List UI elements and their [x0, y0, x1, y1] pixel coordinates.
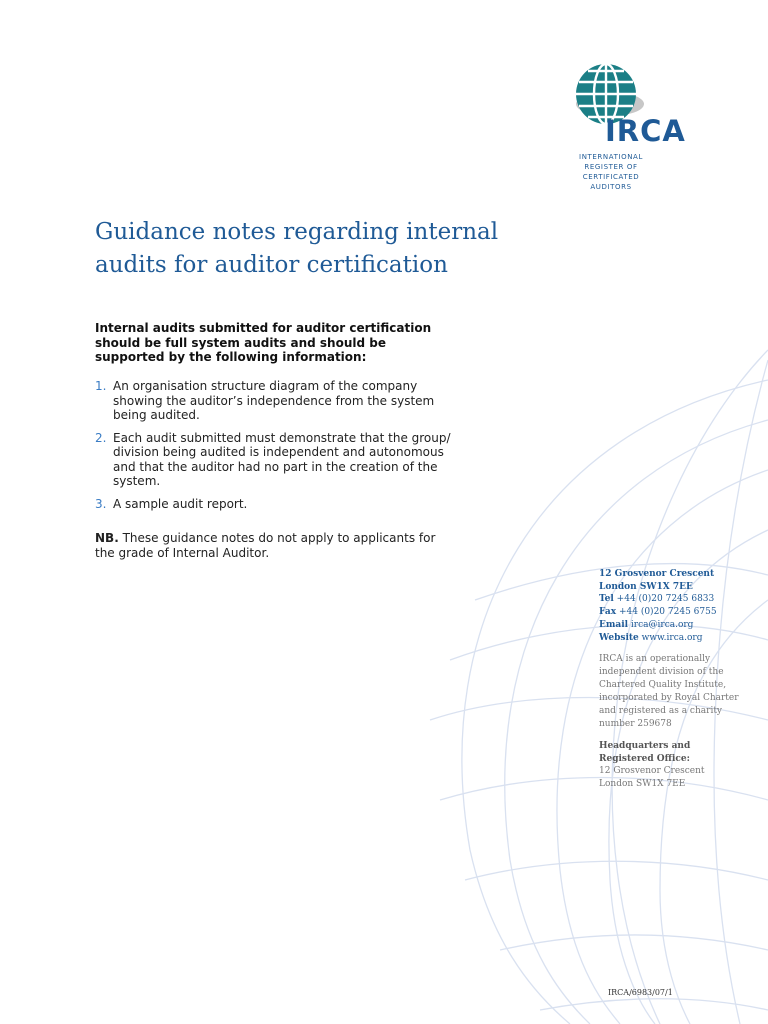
about-line: independent division of the: [599, 667, 724, 678]
list-item: [95, 379, 455, 423]
list-item-text: Each audit submitted must demonstrate that the group/ division being audited is independent and autonomous and that the auditor had no part in the creation of the system.: [113, 430, 451, 488]
list-item-number: 3.: [95, 496, 107, 511]
about-line: incorporated by Royal Charter: [599, 692, 739, 703]
requirements-list: [95, 379, 455, 511]
fax-value: +44 (0)20 7245 6755: [616, 607, 717, 618]
list-item-number: 2.: [95, 430, 107, 445]
tel-value: +44 (0)20 7245 6833: [613, 594, 715, 605]
logo-subtitle: [572, 152, 650, 192]
list-item-text: An organisation structure diagram of the company showing the auditor’s independence from the system being audited.: [113, 379, 435, 422]
about-line: number 259678: [599, 718, 672, 729]
contact-block: [599, 568, 749, 644]
about-line: and registered as a charity: [599, 705, 723, 716]
document-title: [95, 216, 515, 282]
logo-subtitle-line: REGISTER OF: [584, 163, 638, 171]
tel-label: Tel: [599, 594, 614, 605]
logo-wordmark: IRCA: [605, 114, 686, 148]
intro-paragraph: Internal audits submitted for auditor certification should be full system audits and should be supported by the following information:: [95, 321, 432, 364]
website-label: Website: [599, 632, 639, 643]
title-line-2: audits for auditor certification: [95, 252, 448, 278]
about-irca: [599, 653, 749, 730]
list-item: [95, 431, 455, 489]
address-line-2: London SW1X 7EE: [599, 581, 693, 592]
list-item: [95, 497, 455, 512]
email-label: Email: [599, 619, 629, 630]
about-line: IRCA is an operationally: [599, 654, 711, 665]
title-line-1: Guidance notes regarding internal: [95, 219, 499, 245]
headquarters-block: [599, 740, 749, 792]
website-link[interactable]: www.irca.org: [638, 632, 703, 643]
hq-address-line-2: London SW1X 7EE: [599, 779, 686, 790]
document-reference: IRCA/6983/07/1: [608, 988, 673, 997]
address-line-1: 12 Grosvenor Crescent: [599, 569, 715, 579]
sidebar-contact: [599, 568, 749, 791]
fax-label: Fax: [599, 607, 617, 618]
list-item-number: 1.: [95, 379, 107, 393]
logo-subtitle-line: AUDITORS: [590, 183, 632, 191]
nb-label: NB.: [95, 531, 119, 545]
hq-label-line-1: Headquarters and: [599, 740, 691, 751]
hq-label-line-2: Registered Office:: [599, 753, 690, 764]
list-item-text: A sample audit report.: [113, 496, 248, 511]
email-link[interactable]: irca@irca.org: [628, 619, 694, 630]
irca-logo: [572, 62, 732, 202]
logo-subtitle-line: CERTIFICATED: [582, 173, 640, 181]
logo-subtitle-line: INTERNATIONAL: [579, 153, 643, 161]
hq-address-line-1: 12 Grosvenor Crescent: [599, 766, 705, 777]
nb-text: These guidance notes do not apply to applicants for the grade of Internal Auditor.: [95, 531, 436, 560]
nb-note: [95, 531, 455, 560]
about-line: Chartered Quality Institute,: [599, 680, 727, 691]
